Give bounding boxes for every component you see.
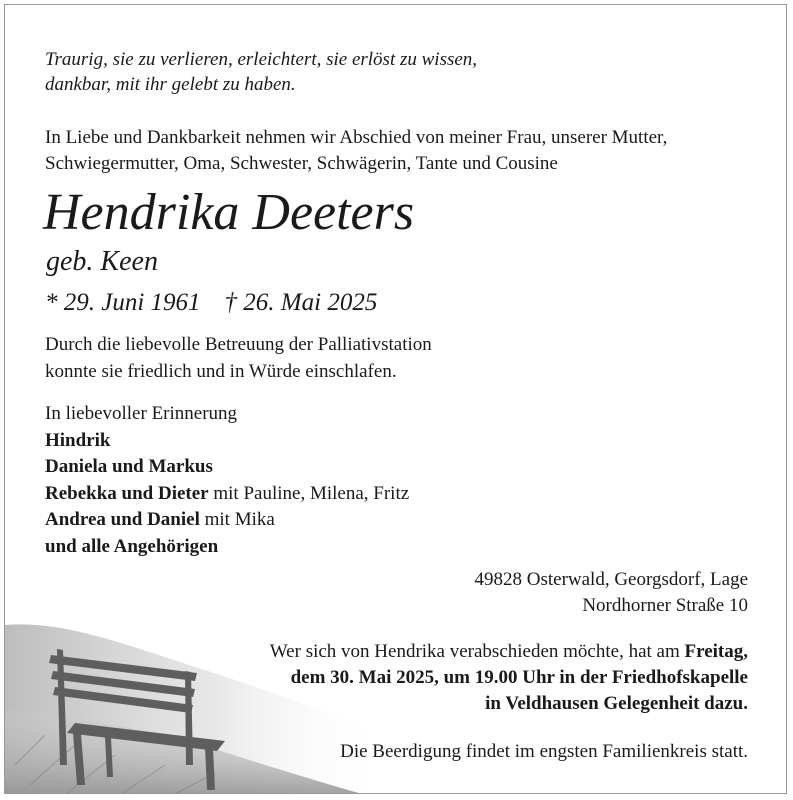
motto-line-1: Traurig, sie zu verlieren, erleichtert, sie erlöst zu wissen, xyxy=(45,49,478,70)
mourner-4: Andrea und Daniel xyxy=(45,509,200,530)
mourners-heading: In liebevoller Erinnerung xyxy=(45,403,238,424)
intro-line-2: Schwiegermutter, Oma, Schwester, Schwägerin, Tante und Cousine xyxy=(45,153,558,174)
farewell-day: Freitag, xyxy=(684,641,748,662)
maiden-name: geb. Keen xyxy=(46,246,158,277)
farewell-notice xyxy=(270,639,748,717)
intro-text xyxy=(45,125,667,177)
farewell-line-2: dem 30. Mai 2025, um 19.00 Uhr in der Friedhofskapelle xyxy=(290,667,748,688)
obituary-card xyxy=(4,4,787,794)
address-line-1: 49828 Osterwald, Georgsdorf, Lage xyxy=(474,569,748,590)
burial-notice: Die Beerdigung findet im engsten Familienkreis statt. xyxy=(340,741,748,762)
address-block xyxy=(475,567,749,619)
mourner-5: und alle Angehörigen xyxy=(45,535,219,557)
motto-verse xyxy=(45,47,477,97)
deceased-name: Hendrika Deeters xyxy=(43,184,415,241)
mourners-list xyxy=(45,401,409,560)
address-line-2: Nordhorner Straße 10 xyxy=(582,595,748,616)
farewell-line-1: Wer sich von Hendrika verabschieden möchte, hat am xyxy=(269,641,685,662)
motto-line-2: dankbar, mit ihr gelebt zu haben. xyxy=(45,74,296,95)
mourner-3: Rebekka und Dieter xyxy=(45,482,209,504)
death-date: † 26. Mai 2025 xyxy=(224,289,378,316)
intro-line-1: In Liebe und Dankbarkeit nehmen wir Abschied von meiner Frau, unserer Mutter, xyxy=(45,127,668,148)
care-line-2: konnte sie friedlich und in Würde einschlafen. xyxy=(45,361,397,382)
mourner-1: Hindrik xyxy=(45,429,111,451)
birth-date: * 29. Juni 1961 xyxy=(45,289,201,316)
care-line-1: Durch die liebevolle Betreuung der Palliativstation xyxy=(45,334,432,355)
life-dates xyxy=(45,287,377,319)
mourner-4-children: mit Mika xyxy=(199,509,275,530)
farewell-line-3: in Veldhausen Gelegenheit dazu. xyxy=(485,693,748,714)
mourner-3-children: mit Pauline, Milena, Fritz xyxy=(208,482,410,504)
mourner-2: Daniela und Markus xyxy=(45,456,213,477)
care-text xyxy=(45,331,432,385)
